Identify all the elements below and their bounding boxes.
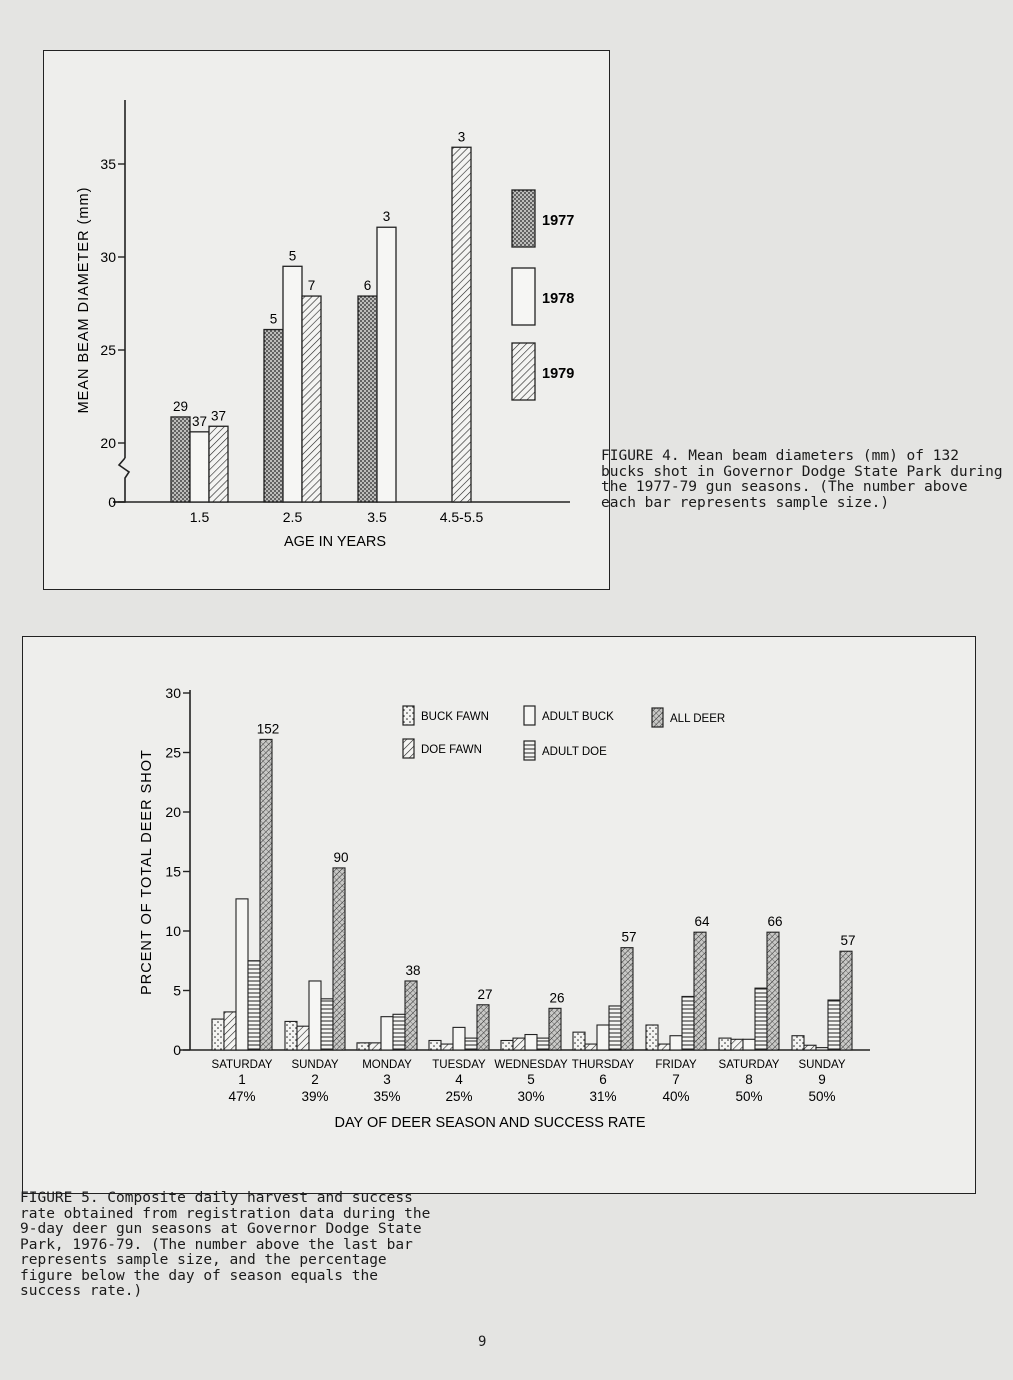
bar: [646, 1025, 658, 1050]
x-axis-title: DAY OF DEER SEASON AND SUCCESS RATE: [334, 1115, 646, 1131]
bar: [209, 426, 228, 502]
legend-swatch: [524, 741, 535, 760]
bar-sample-label: 57: [840, 933, 856, 949]
y-tick-label: 10: [165, 923, 181, 939]
bar: [224, 1012, 236, 1050]
bar-sample-label: 6: [363, 278, 372, 294]
legend-swatch: [403, 739, 414, 758]
y-tick-label: 5: [173, 982, 181, 999]
bar: [537, 1038, 549, 1050]
x-tick-label: 3.5: [367, 509, 387, 525]
bar: [755, 988, 767, 1050]
bar: [285, 1021, 297, 1050]
x-tick-day: THURSDAY: [571, 1059, 635, 1071]
y-tick-label: 30: [165, 685, 181, 701]
bar: [804, 1045, 816, 1050]
bar-sample-label: 5: [269, 311, 278, 327]
legend-swatch: [652, 708, 663, 727]
bar: [405, 981, 417, 1050]
legend-label: BUCK FAWN: [421, 711, 489, 723]
bar: [585, 1044, 597, 1050]
x-tick-num: 8: [745, 1072, 753, 1087]
bar: [731, 1039, 743, 1050]
bar-sample-label: 3: [457, 129, 466, 145]
bar: [212, 1019, 224, 1050]
bar: [597, 1025, 609, 1050]
bar: [283, 266, 302, 502]
y-axis-title: MEAN BEAM DIAMETER (mm): [76, 186, 92, 414]
x-tick-num: 1: [238, 1072, 246, 1087]
bar: [453, 1027, 465, 1050]
bar: [171, 417, 190, 502]
x-tick-rate: 31%: [589, 1089, 617, 1104]
bar: [816, 1048, 828, 1050]
x-axis-title: AGE IN YEARS: [283, 534, 387, 550]
y-tick-label: 0: [173, 1042, 181, 1058]
legend-swatch: [512, 343, 535, 400]
bar: [477, 1005, 489, 1050]
bar: [501, 1040, 513, 1050]
x-tick-num: 7: [672, 1072, 680, 1087]
bar-sample-label: 64: [694, 914, 710, 930]
x-tick-num: 9: [818, 1072, 826, 1087]
legend-swatch: [512, 268, 535, 325]
x-tick-day: SATURDAY: [718, 1059, 780, 1071]
x-tick-num: 6: [599, 1072, 607, 1087]
x-tick-rate: 50%: [808, 1089, 836, 1104]
bar: [670, 1036, 682, 1050]
legend-label: DOE FAWN: [421, 744, 482, 756]
page-number: 9: [478, 1334, 487, 1350]
y-tick-label: 25: [165, 744, 181, 761]
bar: [393, 1014, 405, 1050]
bar: [190, 432, 209, 502]
x-tick-rate: 47%: [228, 1089, 256, 1104]
bar: [609, 1006, 621, 1050]
bar: [573, 1032, 585, 1050]
bar-sample-label: 37: [210, 408, 227, 424]
x-tick-rate: 39%: [301, 1089, 329, 1104]
bar-sample-label: 38: [405, 962, 421, 978]
legend-swatch: [403, 706, 414, 725]
bar: [682, 996, 694, 1050]
bar: [767, 932, 779, 1050]
bar: [719, 1038, 731, 1050]
bar: [377, 227, 396, 502]
legend-swatch: [512, 190, 535, 247]
legend-label: ALL DEER: [670, 713, 726, 725]
bar-sample-label: 152: [256, 721, 280, 737]
x-tick-rate: 30%: [517, 1089, 545, 1104]
bar-sample-label: 66: [767, 914, 783, 930]
x-tick-label: 1.5: [189, 509, 210, 525]
bar: [840, 951, 852, 1050]
legend-swatch: [524, 706, 535, 725]
x-tick-num: 4: [455, 1072, 463, 1087]
bar: [302, 296, 321, 502]
bar: [260, 739, 272, 1050]
x-tick-label: 2.5: [282, 509, 303, 525]
bar: [441, 1044, 453, 1050]
x-tick-label: 4.5-5.5: [439, 509, 484, 525]
bar-sample-label: 5: [288, 248, 297, 264]
x-tick-num: 2: [311, 1072, 319, 1087]
bar: [525, 1035, 537, 1050]
bar-sample-label: 90: [333, 849, 349, 865]
x-tick-day: FRIDAY: [655, 1059, 697, 1071]
bar: [621, 948, 633, 1050]
y-tick-label: 30: [100, 249, 116, 265]
bar: [358, 296, 377, 502]
x-tick-rate: 50%: [735, 1089, 763, 1104]
bar: [549, 1008, 561, 1050]
bar: [369, 1043, 381, 1050]
bar: [309, 981, 321, 1050]
bar: [357, 1043, 369, 1050]
bar-sample-label: 57: [621, 929, 637, 945]
bar: [513, 1038, 525, 1050]
x-tick-rate: 25%: [445, 1089, 473, 1104]
y-axis-title: PRCENT OF TOTAL DEER SHOT: [139, 749, 155, 995]
y-tick-label: 25: [100, 342, 116, 358]
bar: [452, 147, 471, 502]
x-tick-day: TUESDAY: [432, 1059, 486, 1071]
bar: [248, 961, 260, 1050]
bar: [381, 1017, 393, 1050]
x-tick-day: SUNDAY: [291, 1059, 339, 1071]
bar: [333, 868, 345, 1050]
x-tick-num: 5: [527, 1072, 535, 1087]
bar: [429, 1040, 441, 1050]
figure-4-caption: FIGURE 4. Mean beam diameters (mm) of 132 bucks shot in Governor Dodge State Park during the 1977-79 gun seasons. (The number above each bar represents sample size.): [601, 448, 1003, 511]
x-tick-day: SATURDAY: [211, 1059, 273, 1071]
bar-sample-label: 26: [549, 990, 565, 1006]
bar-sample-label: 29: [172, 398, 189, 414]
bar-sample-label: 3: [382, 209, 391, 225]
bar-sample-label: 7: [307, 278, 316, 294]
y-tick-label: 15: [165, 863, 181, 880]
bar: [321, 999, 333, 1050]
x-tick-rate: 40%: [662, 1089, 690, 1104]
y-tick-label: 35: [100, 156, 116, 172]
bar: [264, 330, 283, 502]
x-tick-rate: 35%: [373, 1089, 401, 1104]
legend-label: 1979: [542, 366, 575, 382]
bar: [465, 1038, 477, 1050]
y-tick-label: 0: [108, 494, 116, 510]
y-tick-label: 20: [165, 804, 181, 820]
bar: [694, 932, 706, 1050]
bar: [297, 1026, 309, 1050]
bar: [743, 1039, 755, 1050]
bar: [828, 1000, 840, 1050]
x-tick-day: WEDNESDAY: [494, 1059, 568, 1071]
x-tick-day: MONDAY: [362, 1059, 412, 1071]
figure-5-caption: FIGURE 5. Composite daily harvest and success rate obtained from registration data during the 9-day deer gun seasons at Governor Dodge State Park, 1976-79. (The number above the last bar represents sample size, and the percentage figure below the day of season equals the success rate.): [20, 1190, 431, 1299]
y-tick-label: 20: [100, 435, 116, 451]
bar: [236, 899, 248, 1050]
bar-sample-label: 37: [191, 413, 208, 429]
x-tick-day: SUNDAY: [798, 1059, 846, 1071]
bar-sample-label: 27: [477, 986, 493, 1002]
legend-label: 1978: [542, 291, 575, 307]
legend-label: 1977: [542, 213, 575, 229]
legend-label: ADULT BUCK: [542, 711, 614, 723]
x-tick-num: 3: [383, 1072, 391, 1087]
bar: [792, 1036, 804, 1050]
legend-label: ADULT DOE: [542, 746, 607, 758]
bar: [658, 1044, 670, 1050]
